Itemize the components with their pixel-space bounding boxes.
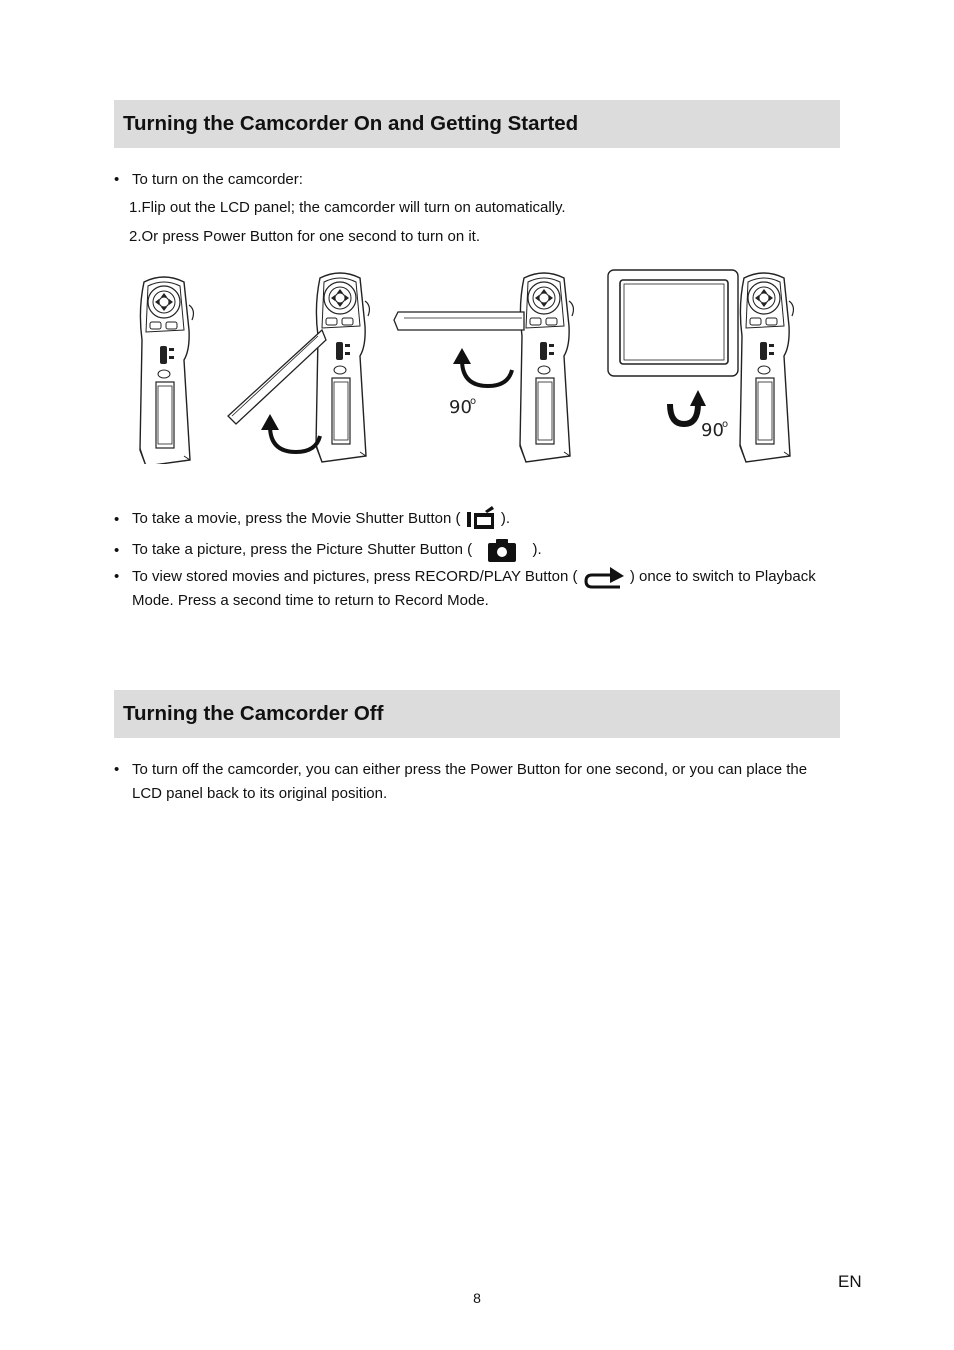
rotate-arrow-icon (453, 348, 512, 386)
camcorder-closed (140, 277, 193, 464)
section-header-turning-off (114, 690, 840, 738)
bullet: • (114, 568, 120, 585)
bullet: • (114, 542, 120, 559)
movie-instruction (132, 504, 510, 534)
picture-text-end: ). (532, 541, 542, 558)
section-header-turning-on (114, 100, 840, 148)
picture-instruction (132, 535, 542, 565)
turn-on-intro: To turn on the camcorder: (132, 171, 303, 188)
rotate-arrow-icon (670, 390, 706, 424)
page-number: 8 (473, 1290, 481, 1306)
movie-text: To take a movie, press the Movie Shutter Button ( (132, 510, 461, 527)
camcorder-panel-opening (228, 273, 369, 462)
camera-icon (480, 537, 524, 563)
record-play-icon (582, 563, 626, 591)
movie-text-end: ). (500, 510, 511, 527)
turn-off-line-1: To turn off the camcorder, you can either press the Power Button for one second, or you can place the (132, 761, 808, 778)
camcorder-flip-illustration (130, 264, 800, 464)
movie-camera-icon (465, 506, 497, 532)
angle-label: 90 (449, 397, 472, 418)
degree-symbol: o (470, 396, 477, 407)
section-title: Turning the Camcorder Off (123, 702, 384, 725)
section-title: Turning the Camcorder On and Getting Started (123, 112, 579, 135)
playback-text: To view stored movies and pictures, press RECORD/PLAY Button ( (132, 568, 578, 585)
camcorder-panel-rotated (608, 270, 738, 376)
bullet: • (114, 761, 120, 778)
degree-symbol: o (722, 419, 729, 430)
playback-line-2: Mode. Press a second time to return to Record Mode. (132, 592, 489, 609)
bullet: • (114, 171, 120, 188)
camcorder-side (740, 273, 793, 462)
angle-label: 90 (701, 420, 724, 441)
bullet: • (114, 511, 120, 528)
playback-instruction (132, 562, 816, 592)
step-1: 1.Flip out the LCD panel; the camcorder will turn on automatically. (129, 199, 566, 216)
step-2: 2.Or press Power Button for one second to turn on it. (129, 228, 481, 245)
picture-text: To take a picture, press the Picture Shutter Button ( (132, 541, 473, 558)
turn-off-line-2: LCD panel back to its original position. (132, 785, 388, 802)
language-label: EN (838, 1272, 862, 1291)
playback-text-end: ) once to switch to Playback (629, 568, 816, 585)
camcorder-panel-open (394, 273, 573, 462)
rotate-arrow-icon (261, 414, 320, 452)
